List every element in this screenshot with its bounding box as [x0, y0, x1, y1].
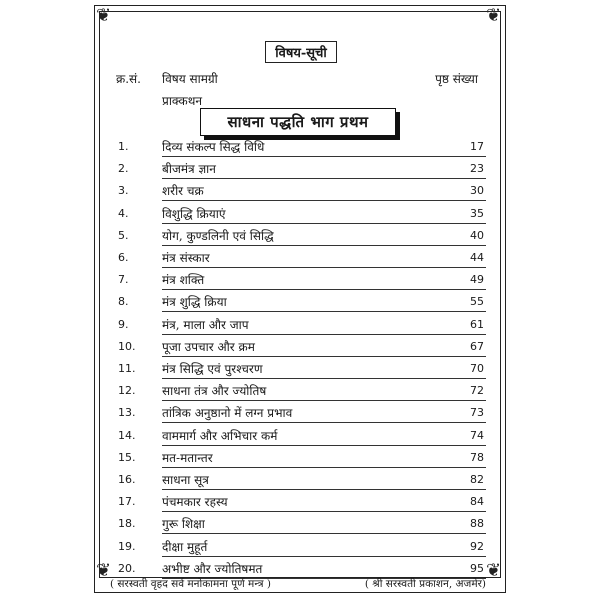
toc-serial: 5.: [118, 228, 129, 242]
toc-row: [0, 562, 600, 584]
toc-row: [0, 517, 600, 539]
corner-ornament-bottom-left: ❦: [96, 560, 112, 581]
toc-page-number: 23: [470, 162, 484, 176]
toc-underline: [162, 445, 486, 446]
toc-serial: 12.: [118, 384, 136, 398]
toc-row: [0, 251, 600, 273]
toc-serial: 18.: [118, 517, 136, 531]
footer-publisher: ( श्री सरस्वती प्रकाशन, अजमेर): [364, 578, 486, 590]
footer-book-title: ( सरस्वती वृहद सर्व मनोकामना पूर्ण मन्त्र ): [110, 578, 271, 590]
toc-page-number: 49: [470, 273, 484, 287]
toc-title: शरीर चक्र: [162, 184, 204, 199]
toc-underline: [162, 489, 486, 490]
toc-page-number: 84: [470, 495, 484, 509]
toc-serial: 7.: [118, 273, 129, 287]
toc-row: [0, 540, 600, 562]
toc-title: दिव्य संकल्प सिद्ध विधि: [162, 140, 265, 154]
toc-underline: [162, 400, 486, 401]
toc-serial: 6.: [118, 251, 129, 264]
toc-underline: [162, 289, 486, 290]
page-title: विषय-सूची: [265, 41, 337, 63]
toc-serial: 2.: [118, 162, 129, 176]
preface-entry: प्राक्कथन: [162, 94, 203, 108]
toc-title: मंत्र शक्ति: [162, 273, 205, 288]
toc-serial: 3.: [118, 184, 129, 198]
toc-serial: 16.: [118, 473, 136, 486]
toc-underline: [162, 267, 486, 268]
toc-underline: [162, 556, 486, 557]
toc-serial: 1.: [118, 140, 129, 153]
toc-row: [0, 429, 600, 451]
toc-page-number: 61: [470, 317, 484, 331]
toc-title: साधना तंत्र और ज्योतिष: [162, 384, 267, 399]
toc-title: पूजा उपचार और क्रम: [162, 339, 255, 354]
toc-row: [0, 229, 600, 251]
toc-serial: 17.: [118, 495, 136, 509]
toc-page-number: 92: [470, 539, 484, 553]
toc-underline: [162, 378, 486, 379]
toc-title: अभीष्ट और ज्योतिषमत: [162, 561, 263, 576]
toc-row: [0, 295, 600, 317]
toc-serial: 13.: [118, 406, 136, 420]
toc-underline: [162, 156, 486, 157]
toc-page-number: 67: [470, 339, 484, 353]
toc-row: [0, 162, 600, 184]
toc-serial: 19.: [118, 539, 136, 553]
toc-page-number: 78: [470, 450, 484, 464]
toc-title: मंत्र सिद्धि एवं पुरश्चरण: [162, 362, 263, 376]
toc-row: [0, 362, 600, 384]
toc-underline: [162, 467, 486, 468]
toc-serial: 14.: [118, 428, 136, 442]
toc-row: [0, 273, 600, 295]
toc-title: वाममार्ग और अभिचार कर्म: [162, 428, 278, 443]
toc-title: गुरू शिक्षा: [162, 517, 205, 532]
corner-ornament-bottom-right: ❦: [486, 560, 502, 581]
toc-serial: 10.: [118, 339, 136, 353]
toc-serial: 20.: [118, 561, 136, 575]
header-page-label: पृष्ठ संख्या: [435, 72, 478, 86]
corner-ornament-top-left: ❦: [96, 5, 112, 26]
toc-title: दीक्षा मुहूर्त: [162, 539, 208, 554]
toc-underline: [162, 356, 486, 357]
toc-title: बीजमंत्र ज्ञान: [162, 162, 216, 177]
toc-serial: 8.: [118, 295, 129, 309]
corner-ornament-top-right: ❦: [486, 5, 502, 26]
toc-underline: [162, 223, 486, 224]
toc-title: मंत्र संस्कार: [162, 251, 210, 265]
toc-serial: 15.: [118, 450, 136, 464]
toc-page-number: 44: [470, 251, 484, 264]
toc-title: विशुद्धि क्रियाएं: [162, 206, 226, 221]
toc-underline: [162, 511, 486, 512]
toc-title: मत-मतान्तर: [162, 450, 213, 465]
toc-underline: [162, 311, 486, 312]
toc-page-number: 88: [470, 517, 484, 531]
toc-page-number: 70: [470, 362, 484, 375]
toc-underline: [162, 334, 486, 335]
toc-row: [0, 451, 600, 473]
toc-page-number: 74: [470, 428, 484, 442]
toc-serial: 11.: [118, 362, 136, 375]
toc-underline: [162, 245, 486, 246]
toc-title: तांत्रिक अनुष्ठानो में लग्न प्रभाव: [162, 406, 293, 421]
toc-page-number: 73: [470, 406, 484, 420]
toc-title: मंत्र शुद्धि क्रिया: [162, 295, 227, 310]
toc-page-number: 35: [470, 206, 484, 220]
toc-row: [0, 340, 600, 362]
toc-row: [0, 318, 600, 340]
toc-title: मंत्र, माला और जाप: [162, 317, 249, 332]
toc-row: [0, 184, 600, 206]
toc-page-number: 17: [470, 140, 484, 153]
section-title: साधना पद्धति भाग प्रथम: [200, 108, 396, 136]
toc-page-number: 72: [470, 384, 484, 398]
toc-title: योग, कुण्डलिनी एवं सिद्धि: [162, 228, 274, 243]
toc-underline: [162, 422, 486, 423]
toc-underline: [162, 178, 486, 179]
toc-page-number: 95: [470, 561, 484, 575]
toc-page-number: 30: [470, 184, 484, 198]
header-subject-label: विषय सामग्री: [162, 72, 218, 86]
toc-row: [0, 384, 600, 406]
toc-page-number: 40: [470, 228, 484, 242]
toc-serial: 4.: [118, 206, 129, 220]
toc-underline: [162, 533, 486, 534]
toc-row: [0, 207, 600, 229]
toc-row: [0, 495, 600, 517]
toc-title: साधना सूत्र: [162, 473, 209, 487]
toc-title: पंचमकार रहस्य: [162, 495, 228, 510]
toc-row: [0, 473, 600, 495]
header-serial-label: क्र.सं.: [116, 72, 141, 86]
toc-row: [0, 406, 600, 428]
toc-page-number: 82: [470, 473, 484, 486]
toc-underline: [162, 200, 486, 201]
toc-row: [0, 140, 600, 162]
toc-serial: 9.: [118, 317, 129, 331]
toc-page-number: 55: [470, 295, 484, 309]
